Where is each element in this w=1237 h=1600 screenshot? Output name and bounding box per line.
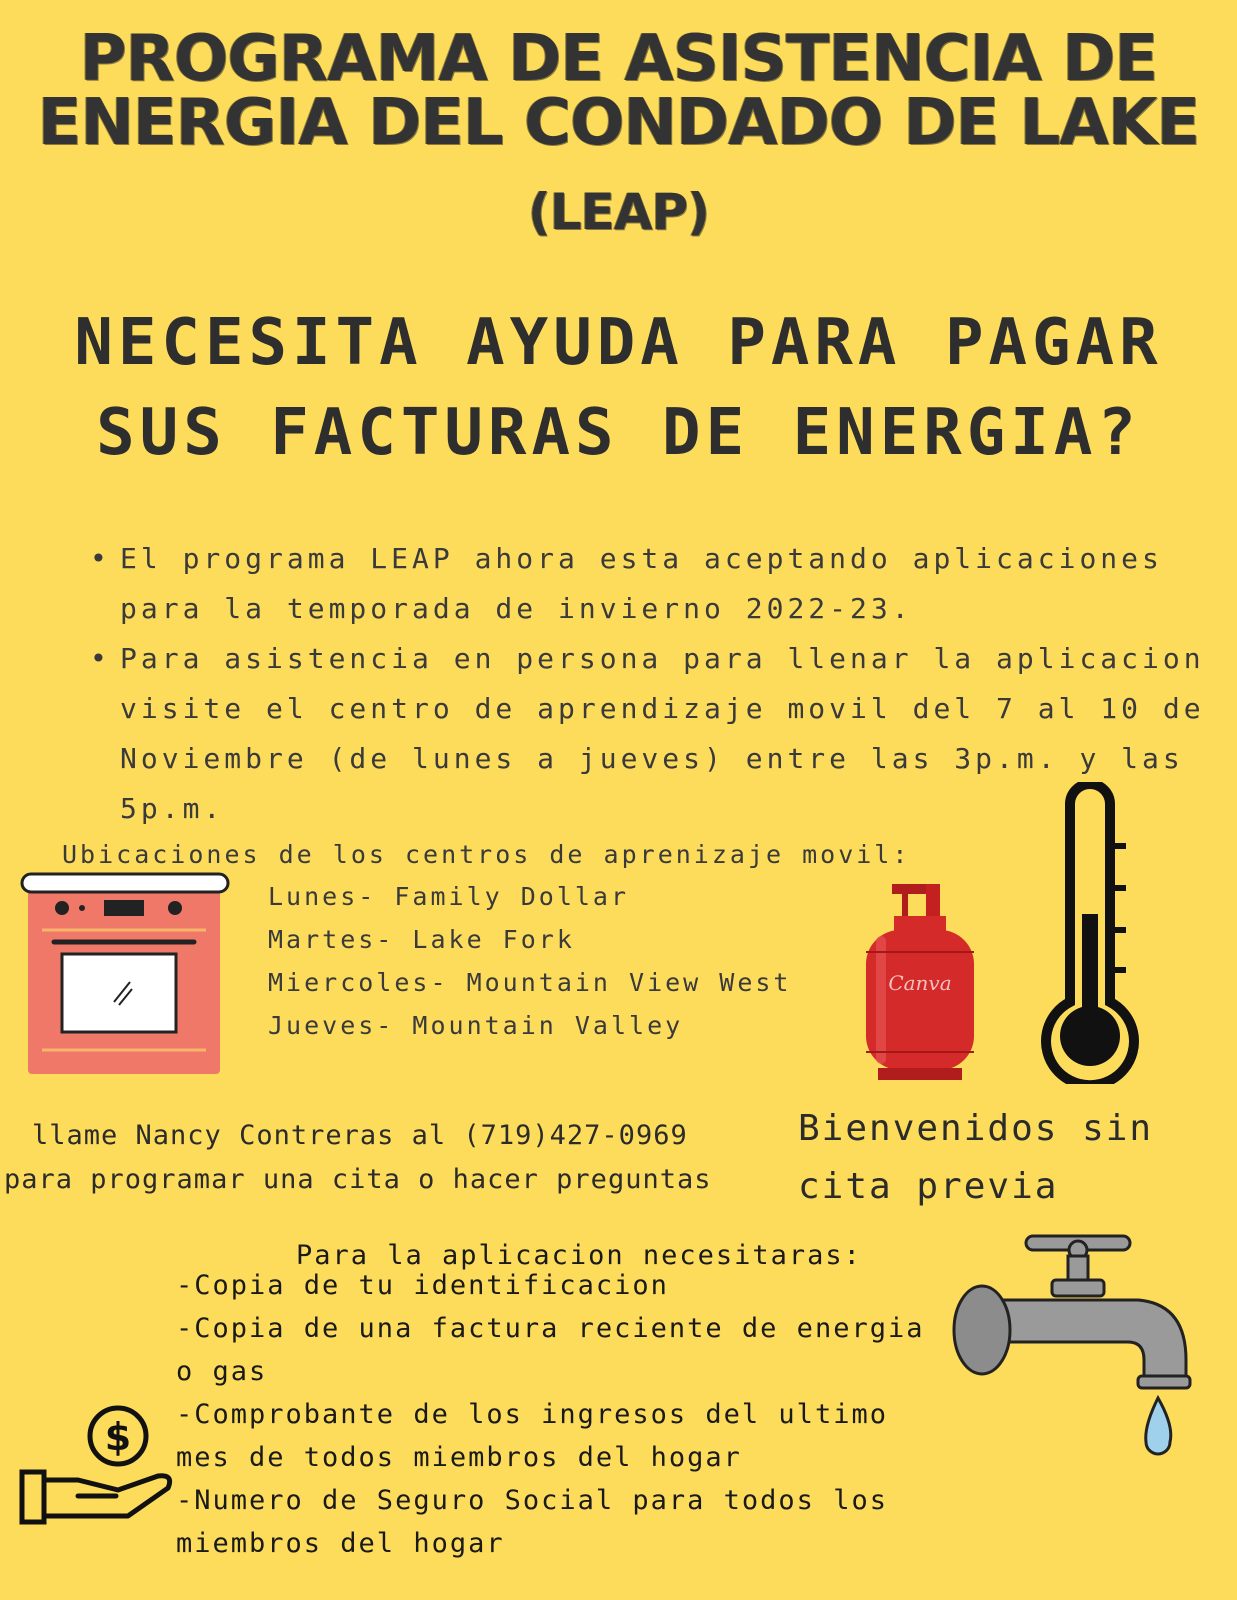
tank-watermark: Canva — [888, 971, 952, 995]
faucet-icon — [948, 1230, 1198, 1460]
walk-in-notice: Bienvenidos sin cita previa — [798, 1108, 1154, 1207]
location-item: Jueves- Mountain Valley — [268, 1011, 684, 1040]
contact-line-1: llame Nancy Contreras al (719)427-0969 — [32, 1120, 688, 1151]
headline-line-2: SUS FACTURAS DE ENERGIA? — [96, 396, 1141, 470]
title-acronym: (LEAP) — [527, 183, 710, 241]
thermometer-icon — [1040, 782, 1140, 1084]
propane-tank-icon — [862, 880, 978, 1084]
bullet-item: • Para asistencia en persona para llenar la aplicacion visite el centro de aprendizaje movil del 7 al 10 de Noviembre (de lunes a jueves) entre las 3p.m. y las 5p.m. — [90, 634, 1210, 834]
dollar-sign-icon: $ — [104, 1415, 132, 1459]
requirement-item: -Numero de Seguro Social para todos los miembros del hogar — [176, 1485, 888, 1559]
location-item: Martes- Lake Fork — [268, 925, 575, 954]
money-hand-icon — [18, 1400, 178, 1534]
requirement-item: -Comprobante de los ingresos del ultimo mes de todos miembros del hogar — [176, 1399, 888, 1473]
location-item: Miercoles- Mountain View West — [268, 968, 792, 997]
title-line-1: PROGRAMA DE ASISTENCIA DE — [79, 22, 1158, 96]
requirement-item: -Copia de una factura reciente de energia o gas — [176, 1313, 925, 1387]
requirement-item: -Copia de tu identificacion — [176, 1270, 669, 1301]
bullet-item: • El programa LEAP ahora esta aceptando aplicaciones para la temporada de invierno 2022-23. — [90, 534, 1210, 634]
title-line-2: ENERGIA DEL CONDADO DE LAKE — [37, 86, 1200, 160]
stove-icon — [20, 872, 230, 1082]
headline-line-1: NECESITA AYUDA PARA PAGAR — [74, 306, 1163, 380]
contact-line-2: para programar una cita o hacer preguntas — [4, 1164, 712, 1195]
locations-title: Ubicaciones de los centros de aprenizaje movil: — [62, 840, 911, 869]
location-item: Lunes- Family Dollar — [268, 882, 630, 911]
requirements-title: Para la aplicacion necesitaras: — [296, 1240, 862, 1271]
